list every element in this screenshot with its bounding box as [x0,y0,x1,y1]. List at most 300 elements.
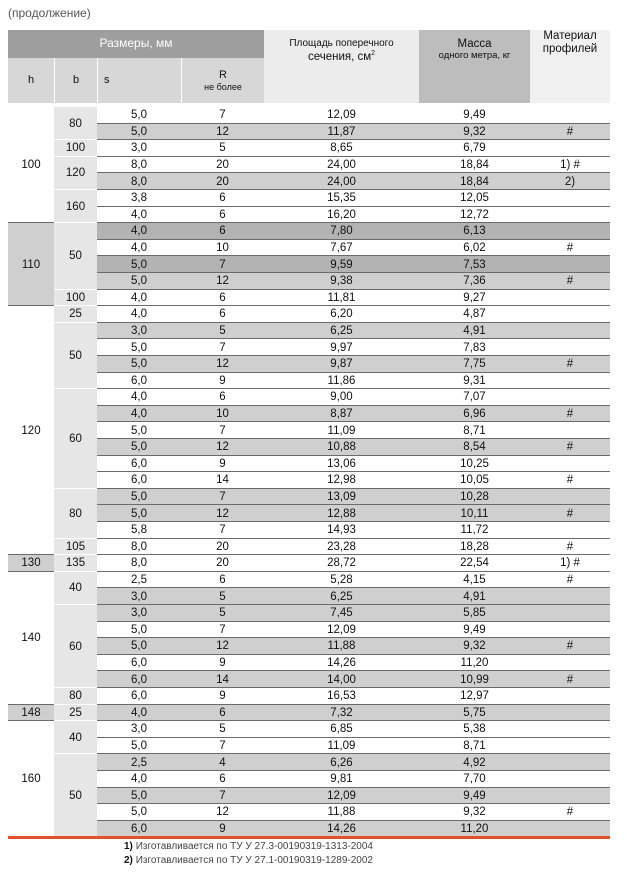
cell-area: 12,09 [327,109,356,122]
cell-mat [530,721,610,738]
cell-mass: 4,91 [463,590,486,603]
cell-mass: 5,75 [463,706,486,719]
cell-r: 20 [216,540,229,553]
h-group: 130 [8,555,54,572]
table-row [97,505,610,522]
table-row [97,821,610,838]
cell-s: 5,0 [131,441,147,454]
cell-mat [530,754,610,771]
cell-r: 5 [219,325,226,338]
cell-area: 7,80 [330,225,353,238]
group-separator [8,222,610,223]
table-row [97,406,610,423]
cell-r: 12 [216,640,229,653]
group-separator [8,305,610,306]
cell-mass: 11,20 [460,823,489,836]
cell-area: 8,87 [330,408,353,421]
cell-mass: 11,72 [460,524,489,537]
cell-mat [530,339,610,356]
cell-area: 14,26 [327,657,356,670]
cell-mass: 4,15 [463,574,486,587]
cell-r: 7 [219,524,226,537]
cell-r: 9 [219,457,226,470]
cell-mass: 18,84 [460,159,489,172]
cell-mat [530,323,610,340]
cell-r: 9 [219,823,226,836]
cell-area: 12,09 [327,623,356,636]
b-group: 60 [54,389,97,489]
cell-mat [530,107,610,124]
cell-mass: 7,07 [463,391,486,404]
cell-mat [530,389,610,406]
area-label-line2: сечения, см [307,50,372,63]
cell-mat [530,688,610,705]
table-row [97,456,610,473]
cell-area: 24,00 [327,159,356,172]
cell-mat: # [566,673,574,686]
bottom-rule [8,836,610,839]
cell-mass: 11,20 [460,657,489,670]
col-s-header: s [97,58,181,103]
b-group: 50 [54,323,97,389]
table-row [97,655,610,672]
b-group: 40 [54,572,97,605]
cell-mat: # [566,806,574,819]
h-group: 110 [8,223,54,306]
b-group: 25 [54,306,97,323]
cell-mat [530,788,610,805]
cell-mass: 12,97 [460,690,489,703]
cell-r: 12 [216,806,229,819]
table-row [97,605,610,622]
cell-s: 3,0 [131,142,147,155]
cell-area: 6,25 [330,325,353,338]
cell-r: 6 [219,192,226,205]
cell-mass: 5,85 [463,607,486,620]
cell-r: 5 [219,723,226,736]
cell-mat [530,622,610,639]
cell-mass: 8,71 [463,740,486,753]
cell-s: 4,0 [131,242,147,255]
table-row [97,223,610,240]
cell-mat [530,207,610,224]
b-group: 80 [54,688,97,705]
cell-mat: # [566,441,574,454]
cell-area: 7,32 [330,706,353,719]
cell-mass: 8,54 [463,441,486,454]
table-row [97,290,610,307]
footnote-1-text: Изготавливается по ТУ У 27.3-00190319-1313-2004 [135,841,373,852]
cell-s: 6,0 [131,474,147,487]
cell-r: 5 [219,142,226,155]
cell-area: 12,98 [327,474,356,487]
cell-s: 8,0 [131,175,147,188]
material-header [530,30,610,103]
cell-area: 9,81 [330,773,353,786]
table-row [97,157,610,174]
h-group: 140 [21,632,41,645]
cell-area: 5,28 [330,574,353,587]
cell-mat: # [566,507,574,520]
footnote-2-text: Изготавливается по ТУ У 27.1-00190319-1289-2002 [135,855,373,866]
cell-area: 9,00 [330,391,353,404]
cell-mass: 10,25 [460,457,489,470]
cell-r: 5 [219,590,226,603]
cell-area: 8,65 [330,142,353,155]
material-label-line1: Материал [543,30,597,42]
cell-s: 4,0 [131,408,147,421]
cell-s: 5,0 [131,623,147,636]
cell-r: 12 [216,275,229,288]
table-row [97,323,610,340]
cell-s: 3,8 [131,192,147,205]
cell-mat: 2) [564,175,576,188]
b-group: 50 [54,754,97,837]
cell-area: 13,09 [327,491,356,504]
cell-s: 5,0 [131,341,147,354]
footnote-2 [124,855,373,866]
area-unit-exponent: 2 [371,49,376,57]
cell-area: 12,88 [327,507,356,520]
cell-r: 9 [219,374,226,387]
cell-r: 7 [219,258,226,271]
table-row [97,389,610,406]
b-group: 80 [54,107,97,140]
cell-s: 5,0 [131,109,147,122]
cell-s: 5,0 [131,125,147,138]
cell-mat [530,771,610,788]
group-separator [8,571,610,572]
col-h-header: h [8,58,54,103]
sizes-header: Размеры, мм [8,30,264,58]
cell-area: 28,72 [327,557,356,570]
cell-s: 4,0 [131,391,147,404]
cell-area: 9,87 [330,358,353,371]
table-row [97,804,610,821]
cell-mass: 4,91 [463,325,486,338]
cell-s: 3,0 [131,607,147,620]
cell-mass: 12,72 [460,208,489,221]
col-b-header: b [54,58,97,103]
cell-s: 4,0 [131,308,147,321]
cell-mass: 7,53 [463,258,486,271]
cell-s: 4,0 [131,208,147,221]
cell-mass: 10,99 [460,673,489,686]
cell-mass: 9,49 [463,109,486,122]
table-row [97,356,610,373]
cell-mat [530,456,610,473]
cell-s: 5,0 [131,358,147,371]
cell-mat [530,821,610,838]
table-row [97,439,610,456]
cell-s: 5,0 [131,806,147,819]
cell-area: 15,35 [327,192,356,205]
cell-s: 4,0 [131,706,147,719]
cell-s: 8,0 [131,540,147,553]
group-separator [8,554,610,555]
footnote-1-marker: 1) [124,841,133,852]
cell-r: 20 [216,175,229,188]
cell-r: 10 [216,242,229,255]
cell-mat: # [566,358,574,371]
cell-area: 6,25 [330,590,353,603]
h-group: 120 [21,424,41,437]
cell-s: 3,0 [131,590,147,603]
cell-r: 7 [219,109,226,122]
mass-label-line2: одного метра, кг [438,50,511,62]
cell-mass: 6,79 [463,142,486,155]
cell-r: 4 [219,756,226,769]
cell-mass: 5,38 [463,723,486,736]
cell-area: 11,81 [327,291,356,304]
cell-s: 2,5 [131,756,147,769]
b-group: 100 [54,140,97,157]
cell-mat [530,522,610,539]
cell-s: 2,5 [131,574,147,587]
h-group: 100 [21,159,41,172]
cell-r: 9 [219,690,226,703]
table-row [97,240,610,257]
table-row [97,721,610,738]
cell-s: 4,0 [131,773,147,786]
cell-mass: 6,13 [463,225,486,238]
cell-area: 14,00 [327,673,356,686]
group-separator [8,720,610,721]
table-row [97,522,610,539]
cell-r: 6 [219,773,226,786]
table-row [97,489,610,506]
cell-mass: 9,49 [463,623,486,636]
cell-area: 16,20 [327,208,356,221]
cell-r: 5 [219,607,226,620]
cell-mass: 18,28 [460,540,489,553]
cell-area: 9,59 [330,258,353,271]
cell-mass: 9,49 [463,789,486,802]
cell-r: 7 [219,623,226,636]
table-row [97,173,610,190]
col-r-label: R [219,69,227,81]
cell-mass: 9,32 [463,806,486,819]
cell-r: 6 [219,208,226,221]
cell-area: 11,87 [327,125,356,138]
area-label-line1: Площадь поперечного [289,38,394,49]
cell-s: 5,0 [131,740,147,753]
cell-area: 12,09 [327,789,356,802]
cell-r: 7 [219,740,226,753]
cell-mat [530,256,610,273]
footnote-1 [124,841,373,852]
cell-mass: 7,36 [463,275,486,288]
cell-area: 7,45 [330,607,353,620]
cell-r: 7 [219,341,226,354]
cell-area: 23,28 [327,540,356,553]
table-row [97,373,610,390]
cell-r: 7 [219,491,226,504]
table-row [97,539,610,556]
col-r-header [181,58,264,103]
table-row [97,422,610,439]
cell-mass: 7,70 [463,773,486,786]
col-r-sublabel: не более [204,81,242,92]
b-group: 80 [54,489,97,539]
cell-r: 10 [216,408,229,421]
table-row [97,140,610,157]
cell-mat: # [566,125,574,138]
b-group: 40 [54,721,97,754]
table-row [97,705,610,722]
cell-s: 3,0 [131,723,147,736]
cell-area: 11,88 [327,640,356,653]
b-group: 105 [54,539,97,556]
cell-s: 5,0 [131,275,147,288]
continuation-caption: (продолжение) [8,6,91,20]
mass-label-line1: Масса [457,38,492,50]
cell-r: 7 [219,789,226,802]
cell-r: 6 [219,308,226,321]
cell-r: 14 [216,474,229,487]
h-group: 160 [21,773,41,786]
cell-mat [530,588,610,605]
cell-s: 6,0 [131,657,147,670]
cell-area: 11,88 [327,806,356,819]
cell-s: 5,0 [131,424,147,437]
table-row [97,771,610,788]
cell-area: 9,97 [330,341,353,354]
cell-mass: 4,87 [463,308,486,321]
cell-mat [530,655,610,672]
cell-r: 12 [216,125,229,138]
cell-s: 6,0 [131,457,147,470]
cell-mass: 12,05 [460,192,489,205]
cell-mass: 10,11 [460,507,489,520]
b-group: 25 [54,705,97,722]
cell-mat: # [566,640,574,653]
cell-mass: 7,75 [463,358,486,371]
cell-r: 9 [219,657,226,670]
cell-r: 6 [219,391,226,404]
cell-area: 13,06 [327,457,356,470]
cell-mat [530,705,610,722]
cell-mat: # [566,574,574,587]
cell-r: 20 [216,159,229,172]
cell-area: 6,85 [330,723,353,736]
table-row [97,107,610,124]
b-group: 100 [54,290,97,307]
cell-r: 6 [219,291,226,304]
b-group: 50 [54,223,97,289]
cell-mat [530,738,610,755]
cell-area: 11,86 [327,374,356,387]
cell-area: 24,00 [327,175,356,188]
cell-s: 8,0 [131,557,147,570]
cell-s: 5,8 [131,524,147,537]
cell-mass: 9,32 [463,640,486,653]
cell-s: 4,0 [131,291,147,304]
cell-mat [530,422,610,439]
group-separator [8,704,610,705]
cell-mass: 7,83 [463,341,486,354]
cell-r: 12 [216,358,229,371]
table-row [97,754,610,771]
cell-mass: 10,28 [460,491,489,504]
cell-mass: 8,71 [463,424,486,437]
table-row [97,572,610,589]
table-row [97,738,610,755]
cell-mat [530,306,610,323]
cell-mass: 10,05 [460,474,489,487]
cell-mat [530,373,610,390]
table-row [97,306,610,323]
cell-r: 6 [219,706,226,719]
table-row [97,671,610,688]
footnote-2-marker: 2) [124,855,133,866]
b-group: 135 [54,555,97,572]
table-row [97,256,610,273]
cell-mat: 1) # [560,557,580,570]
cell-mass: 9,32 [463,125,486,138]
table-row [97,588,610,605]
cell-mat: # [566,540,574,553]
cell-area: 9,38 [330,275,353,288]
b-group: 160 [54,190,97,223]
cell-mass: 18,84 [460,175,489,188]
b-group: 60 [54,605,97,688]
cell-mat [530,223,610,240]
cell-mat [530,290,610,307]
cell-r: 14 [216,673,229,686]
mass-header [419,30,530,103]
material-label-line2: профилей [542,43,598,56]
table-row [97,688,610,705]
cell-r: 12 [216,441,229,454]
cell-s: 5,0 [131,491,147,504]
cell-s: 5,0 [131,640,147,653]
cell-area: 6,20 [330,308,353,321]
cell-mat [530,605,610,622]
table-row [97,124,610,141]
cell-mass: 9,27 [463,291,486,304]
cell-s: 5,0 [131,789,147,802]
cell-s: 6,0 [131,690,147,703]
cell-area: 16,53 [327,690,356,703]
cell-mat [530,190,610,207]
cell-mat [530,140,610,157]
b-group: 120 [54,157,97,190]
cell-mass: 4,92 [463,756,486,769]
cell-area: 14,93 [327,524,356,537]
cell-area: 7,67 [330,242,353,255]
table-row [97,339,610,356]
cell-s: 8,0 [131,159,147,172]
cell-area: 11,09 [327,740,356,753]
h-group: 148 [8,705,54,722]
cell-s: 6,0 [131,374,147,387]
cell-r: 6 [219,574,226,587]
cell-mass: 22,54 [460,557,489,570]
table-row [97,190,610,207]
table-row [97,555,610,572]
cell-area: 11,09 [327,424,356,437]
cell-r: 12 [216,507,229,520]
area-header [264,30,419,103]
table-row [97,788,610,805]
cell-mat: # [566,242,574,255]
cell-mass: 6,96 [463,408,486,421]
table-row [97,622,610,639]
table-row [97,638,610,655]
cell-s: 5,0 [131,258,147,271]
cell-area: 6,26 [330,756,353,769]
